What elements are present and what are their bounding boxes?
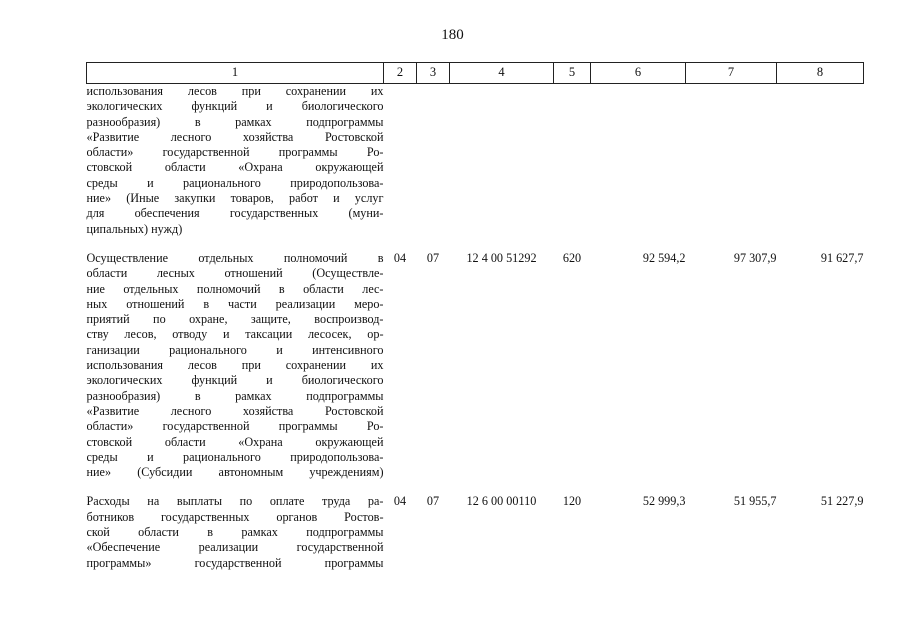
target-article-code: 12 6 00 00110 <box>466 494 537 509</box>
desc-line: «Обеспечение реализации государственной <box>86 540 384 555</box>
desc-line: среды и рационального природопользова- <box>86 175 384 190</box>
desc-line: использования лесов при сохранении их <box>86 358 384 373</box>
subsection-code <box>417 84 450 237</box>
section-code <box>384 84 417 237</box>
table-row <box>87 84 864 237</box>
amount-col-8: 51 227,9 <box>820 494 864 509</box>
expense-type-code <box>554 84 591 237</box>
amount-col-7 <box>686 84 777 237</box>
desc-line: области» государственной программы Ро- <box>86 145 384 160</box>
header-cell-8: 8 <box>777 63 864 84</box>
desc-line: использования лесов при сохранении их <box>86 84 384 98</box>
expense-type-code: 120 <box>562 494 582 509</box>
desc-line: ние» (Иные закупки товаров, работ и услуг <box>86 191 384 206</box>
section-code: 04 <box>393 250 407 265</box>
desc-line: Расходы на выплаты по оплате труда ра- <box>86 494 384 509</box>
header-cell-2: 2 <box>384 63 417 84</box>
row-description <box>87 84 384 237</box>
desc-line: ние» (Субсидии автономным учреждениям) <box>86 465 384 480</box>
desc-line: ганизации рационального и интенсивного <box>86 342 384 357</box>
table-row <box>87 237 864 480</box>
desc-line: экологических функций и биологического <box>86 373 384 388</box>
row-description <box>87 480 384 570</box>
row-description <box>87 237 384 480</box>
desc-line: Осуществление отдельных полномочий в <box>86 250 384 265</box>
page-number: 180 <box>441 27 464 43</box>
desc-line: разнообразия) в рамках подпрограммы <box>86 114 384 129</box>
amount-col-7: 97 307,9 <box>733 250 777 265</box>
desc-line: приятий по охране, защите, воспроизвод- <box>86 312 384 327</box>
desc-line: среды и рационального природопользова- <box>86 449 384 464</box>
subsection-code: 07 <box>426 494 440 509</box>
desc-line: «Развитие лесного хозяйства Ростовской <box>86 129 384 144</box>
budget-table <box>86 62 864 571</box>
header-cell-6: 6 <box>591 63 686 84</box>
expense-type-code: 620 <box>562 250 582 265</box>
desc-line: «Развитие лесного хозяйства Ростовской <box>86 403 384 418</box>
header-cell-5: 5 <box>554 63 591 84</box>
desc-line: области» государственной программы Ро- <box>86 419 384 434</box>
desc-line: ципальных) нужд) <box>86 221 183 236</box>
desc-line: ных отношений в части реализации меро- <box>86 296 384 311</box>
table-row <box>87 480 864 570</box>
desc-line: ской области в рамках подпрограммы <box>86 525 384 540</box>
desc-line: программы» государственной программы <box>86 555 384 570</box>
header-cell-4: 4 <box>450 63 554 84</box>
header-cell-3: 3 <box>417 63 450 84</box>
section-code: 04 <box>393 494 407 509</box>
subsection-code: 07 <box>426 250 440 265</box>
amount-col-8 <box>777 84 864 237</box>
desc-line: области лесных отношений (Осуществле- <box>86 266 384 281</box>
header-cell-7: 7 <box>686 63 777 84</box>
desc-line: ние отдельных полномочий в области лес- <box>86 281 384 296</box>
amount-col-6: 92 594,2 <box>642 250 686 265</box>
amount-col-6: 52 999,3 <box>642 494 686 509</box>
desc-line: для обеспечения государственных (муни- <box>86 206 384 221</box>
header-row <box>87 63 864 84</box>
target-article-code <box>450 84 554 237</box>
desc-line: стовской области «Охрана окружающей <box>86 434 384 449</box>
desc-line: ботников государственных органов Ростов- <box>86 509 384 524</box>
desc-line: стовской области «Охрана окружающей <box>86 160 384 175</box>
amount-col-8: 91 627,7 <box>820 250 864 265</box>
amount-col-7: 51 955,7 <box>733 494 777 509</box>
header-cell-1: 1 <box>87 63 384 84</box>
amount-col-6 <box>591 84 686 237</box>
desc-line: экологических функций и биологического <box>86 99 384 114</box>
desc-line: разнообразия) в рамках подпрограммы <box>86 388 384 403</box>
desc-line: ству лесов, отводу и таксации лесосек, ор- <box>86 327 384 342</box>
target-article-code: 12 4 00 51292 <box>466 250 537 265</box>
